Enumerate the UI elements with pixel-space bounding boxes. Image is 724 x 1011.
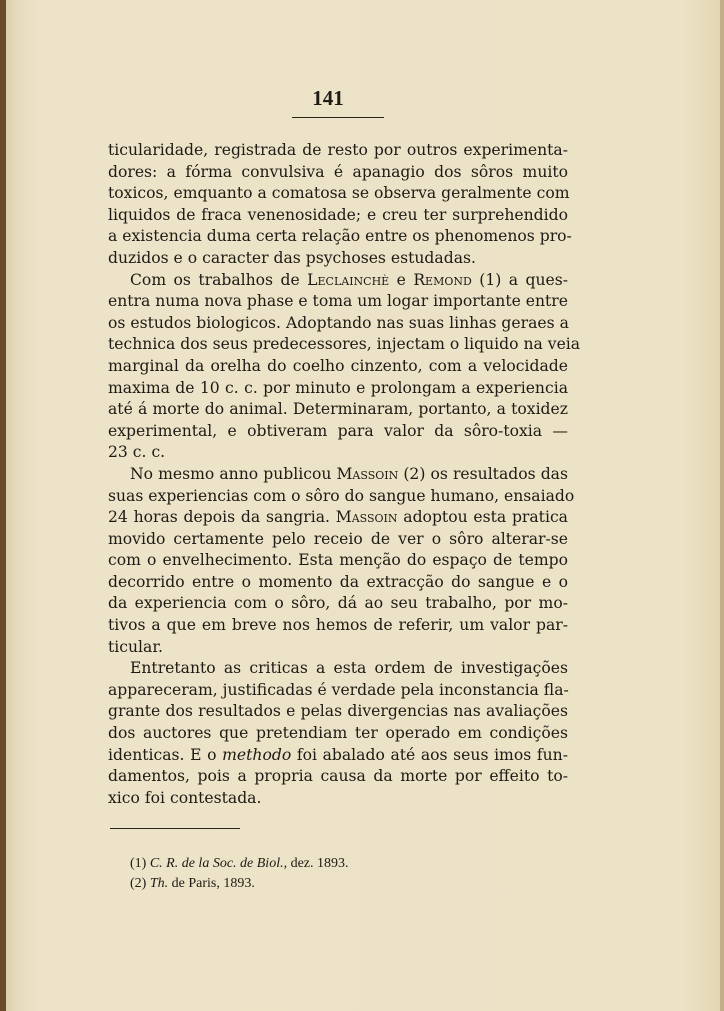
text-line: até á morte do animal. Determinaram, portanto, a toxidez	[108, 400, 568, 419]
text-line: 24 horas depois da sangria. Massoin adoptou esta pratica	[108, 508, 568, 527]
footnote-rule	[110, 828, 240, 829]
author-name: Remond	[413, 270, 472, 289]
text-line: marginal da orelha do coelho cinzento, com a velocidade	[108, 356, 568, 375]
text-line: grante dos resultados e pelas divergencias nas avaliações	[108, 702, 568, 721]
text-line: com o envelhecimento. Esta menção do espaço de tempo	[108, 551, 568, 570]
text-line: xico foi contestada.	[108, 788, 262, 807]
text-line: experimental, e obtiveram para valor da sôro-toxia —	[108, 421, 568, 440]
text-line: os estudos biologicos. Adoptando nas suas linhas geraes a	[108, 313, 569, 332]
text-line: dos auctores que pretendiam ter operado em condições	[108, 724, 568, 743]
footnotes	[130, 854, 550, 894]
page-number: 141	[312, 86, 344, 110]
text-line: suas experiencias com o sôro do sangue humano, ensaiado	[108, 486, 575, 505]
text-line: identicas. E o methodo foi abalado até aos seus imos fun-	[108, 745, 568, 764]
emphasis-word: methodo	[222, 745, 292, 764]
text-line: tivos a que em breve nos hemos de referir, um valor par-	[108, 616, 568, 635]
author-name: Leclainchè	[307, 270, 390, 289]
text-line: ticular.	[108, 637, 164, 656]
footnote-citation: Th.	[149, 876, 169, 891]
text-line: technica dos seus predecessores, injectam o liquido na veia	[108, 335, 581, 354]
text-line: appareceram, justificadas é verdade pela inconstancia fla-	[108, 680, 569, 699]
text-line: maxima de 10 c. c. por minuto e prolongam a experiencia	[108, 378, 568, 397]
text-line: entra numa nova phase e toma um logar importante entre	[108, 292, 568, 311]
text-line: No mesmo anno publicou Massoin (2) os resultados das	[130, 464, 568, 483]
footnote-marker: (2)	[130, 876, 147, 891]
text-line: Com os trabalhos de Leclainchè e Remond (1) a ques-	[130, 270, 569, 289]
text-line: damentos, pois a propria causa da morte por effeito to-	[108, 767, 568, 786]
text-line: liquidos de fraca venenosidade; e creu ter surprehendido	[108, 205, 568, 224]
footnote-marker: (1)	[130, 856, 147, 871]
header-rule	[292, 117, 384, 118]
footnote-citation: C. R. de la Soc. de Biol.,	[149, 856, 288, 871]
text-line: toxicos, emquanto a comatosa se observa geralmente com	[108, 184, 570, 203]
text-line: ticularidade, registrada de resto por outros experimenta-	[108, 141, 568, 159]
footnote-1: (1) C. R. de la Soc. de Biol., dez. 1893.	[130, 856, 349, 871]
text-line: Entretanto as criticas a esta ordem de investigações	[130, 659, 568, 678]
page-right-edge	[720, 0, 724, 1011]
author-name: Massoin	[336, 464, 399, 483]
author-name: Massoin	[335, 508, 398, 527]
text-line: movido certamente pelo receio de ver o sôro alterar-se	[108, 529, 568, 548]
body-text	[108, 140, 581, 809]
text-line: dores: a fórma convulsiva é apanagio dos sôros muito	[108, 162, 568, 181]
text-line: decorrido entre o momento da extracção do sangue e o	[108, 572, 568, 591]
text-line: da experiencia com o sôro, dá ao seu trabalho, por mo-	[108, 594, 568, 613]
text-line: a existencia duma certa relação entre os phenomenos pro-	[108, 227, 572, 246]
page-spine-edge	[0, 0, 6, 1011]
text-line: 23 c. c.	[108, 443, 166, 462]
footnote-2: (2) Th. de Paris, 1893.	[130, 876, 255, 891]
text-line: duzidos e o caracter das psychoses estudadas.	[108, 248, 476, 267]
